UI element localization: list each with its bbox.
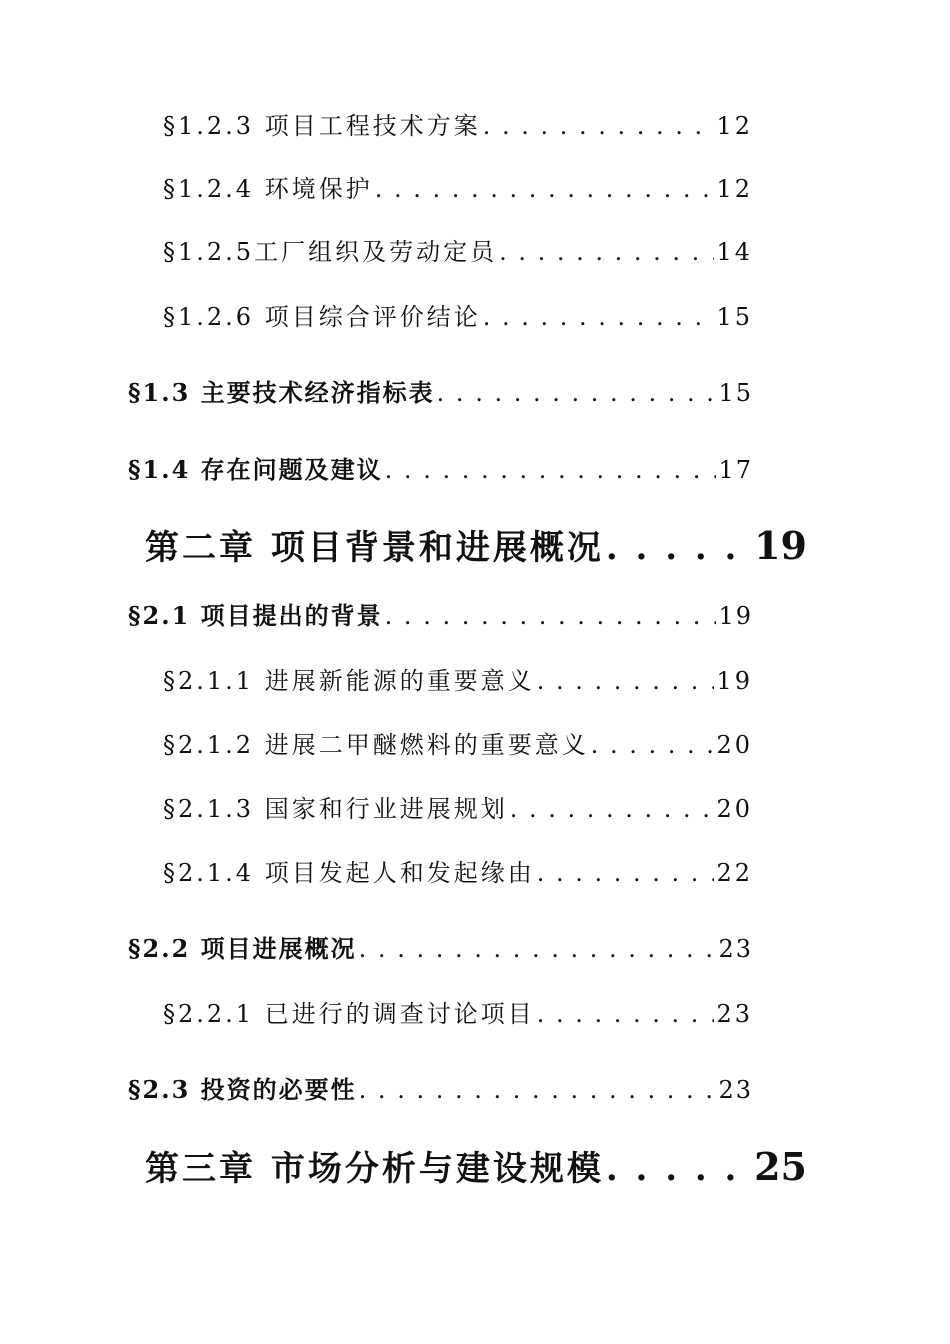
toc-page-number: 17 [718,456,753,484]
toc-page-number: 15 [716,303,753,331]
toc-page-number: 19 [718,602,753,630]
toc-entry-2-2[interactable] [128,929,753,973]
toc-page-number: 23 [718,1076,753,1104]
toc-leader-dots [606,1149,752,1189]
toc-page-number: 23 [718,935,753,963]
toc-page-number: 19 [754,523,807,568]
toc-entry-2-1-2[interactable] [163,725,753,769]
toc-entry-label: §2.1.3 国家和行业进展规划 [163,795,508,823]
toc-leader-dots [499,238,714,266]
toc-entry-label: §1.4 存在问题及建议 [128,455,383,484]
toc-leader-dots [483,112,715,140]
toc-page-number: 12 [716,112,753,140]
toc-leader-dots [606,528,752,568]
toc-entry-label: §2.1.2 进展二甲醚燃料的重要意义 [163,731,589,759]
toc-chapter-3[interactable] [145,1141,807,1197]
toc-entry-label: §2.3 投资的必要性 [128,1075,357,1104]
toc-entry-label: §2.1.1 进展新能源的重要意义 [163,667,535,695]
toc-entry-label: §1.2.5工厂组织及劳动定员 [163,238,498,266]
toc-entry-1-2-5[interactable] [163,232,753,276]
toc-entry-2-1-4[interactable] [163,853,753,897]
toc-leader-dots [510,795,715,823]
toc-leader-dots [591,731,715,759]
toc-page-number: 20 [716,731,753,759]
toc-page-number: 19 [716,667,753,695]
toc-entry-1-3[interactable] [128,373,753,417]
toc-page-number: 20 [716,795,753,823]
toc-page-number: 22 [716,859,753,887]
toc-entry-label: §2.2 项目进展概况 [128,934,357,963]
toc-entry-2-1-1[interactable] [163,661,753,705]
toc-chapter-label: 第三章 市场分析与建设规模 [145,1149,604,1189]
toc-page-number: 25 [754,1144,807,1189]
toc-entry-2-2-1[interactable] [163,994,753,1038]
toc-entry-1-4[interactable] [128,450,753,494]
toc-entry-label: §2.2.1 已进行的调查讨论项目 [163,1000,535,1028]
toc-entry-label: §2.1.4 项目发起人和发起缘由 [163,859,535,887]
toc-leader-dots [375,175,715,203]
toc-entry-2-1[interactable] [128,596,753,640]
toc-entry-label: §1.2.4 环境保护 [163,175,373,203]
toc-leader-dots [483,303,715,331]
toc-leader-dots [359,935,717,963]
toc-page-number: 14 [716,238,753,266]
toc-page-number: 12 [716,175,753,203]
toc-chapter-2[interactable] [145,520,807,576]
toc-entry-1-2-4[interactable] [163,169,753,213]
toc-entry-2-1-3[interactable] [163,789,753,833]
toc-entry-1-2-3[interactable] [163,106,753,150]
toc-entry-label: §1.3 主要技术经济指标表 [128,378,435,407]
toc-entry-1-2-6[interactable] [163,297,753,341]
toc-entry-label: §2.1 项目提出的背景 [128,601,383,630]
toc-leader-dots [537,859,715,887]
toc-leader-dots [437,379,717,407]
toc-entry-label: §1.2.6 项目综合评价结论 [163,303,481,331]
toc-leader-dots [537,1000,715,1028]
toc-page-number: 15 [718,379,753,407]
toc-leader-dots [359,1076,717,1104]
toc-entry-label: §1.2.3 项目工程技术方案 [163,112,481,140]
toc-entry-2-3[interactable] [128,1070,753,1114]
toc-leader-dots [385,602,717,630]
toc-page-number: 23 [716,1000,753,1028]
toc-leader-dots [385,456,717,484]
toc-leader-dots [537,667,715,695]
toc-chapter-label: 第二章 项目背景和进展概况 [145,528,604,568]
